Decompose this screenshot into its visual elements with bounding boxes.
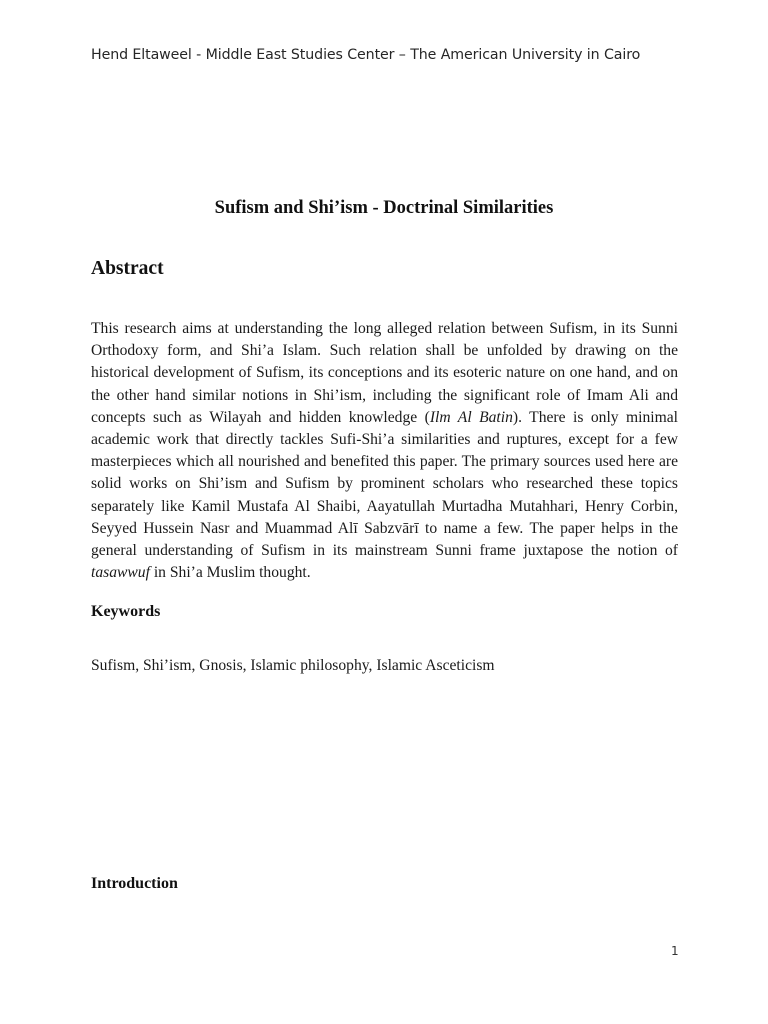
keywords-list: Sufism, Shi’ism, Gnosis, Islamic philosophy, Islamic Asceticism: [91, 657, 495, 674]
page-header: Hend Eltaweel - Middle East Studies Center – The American University in Cairo: [91, 47, 641, 63]
abstract-term-tasawwuf: tasawwuf: [91, 564, 150, 582]
keywords-heading: Keywords: [91, 603, 161, 620]
abstract-text-part-3: in Shi’a Muslim thought.: [149, 564, 311, 582]
abstract-text-part-2: ). There is only minimal academic work that directly tackles Sufi-Shi’a similarities and ruptures, except for a few masterpieces which all nourished and benefited this paper. The primary sources used here are solid works on Shi’ism and Sufism by prominent scholars who researched these topics separately like Kamil Mustafa Al Shaibi, Aayatullah Murtadha Mutahhari, Henry Corbin, Seyyed Hussein Nasr and Muammad Alī Sabzvārī to name a few. The paper helps in the general understanding of Sufism in its mainstream Sunni frame juxtapose the notion of: [91, 408, 679, 560]
introduction-heading: Introduction: [91, 875, 178, 892]
abstract-paragraph: [91, 318, 678, 584]
abstract-term-ilm-al-batin: Ilm Al Batin: [429, 408, 513, 426]
page-number: 1: [671, 944, 679, 958]
abstract-text-part-1: This research aims at understanding the long alleged relation between Sufism, in its Sunni Orthodoxy form, and Shi’a Islam. Such relation shall be unfolded by drawing on the historical development of Sufism, its conceptions and its esoteric nature on one hand, and on the other hand similar notions in Shi’ism, including the significant role of Imam Ali and concepts such as Wilayah and hidden knowledge (: [91, 320, 678, 426]
abstract-heading: Abstract: [91, 258, 164, 279]
document-title: Sufism and Shi’ism - Doctrinal Similarities: [214, 198, 554, 218]
